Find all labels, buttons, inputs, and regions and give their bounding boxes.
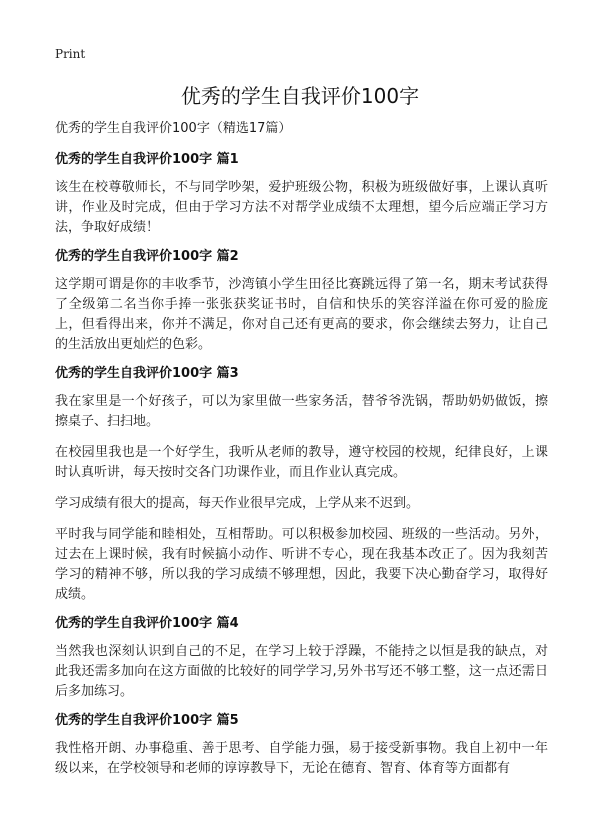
section-heading: 优秀的学生自我评价100字 篇2 (55, 249, 239, 264)
section-4 (55, 616, 548, 702)
section-heading: 优秀的学生自我评价100字 篇5 (55, 713, 239, 728)
section-5 (55, 713, 548, 779)
page-title: 优秀的学生自我评价100字 (180, 84, 420, 108)
section-3 (55, 366, 548, 605)
paragraph: 我在家里是一个好孩子，可以为家里做一些家务活，替爷爷洗锅，帮助奶奶做饭，擦擦桌子、扫扫地。 (55, 394, 548, 429)
paragraph: 我性格开朗、办事稳重、善于思考、自学能力强，易于接受新事物。我自上初中一年级以来，在学校领导和老师的谆谆教导下，无论在德育、智育、体育等方面都有 (55, 741, 548, 776)
paragraph: 当然我也深刻认识到自己的不足，在学习上较于浮躁，不能持之以恒是我的缺点，对此我还需多加向在这方面做的比较好的同学学习,另外书写还不够工整，这一点还需日后多加练习。 (55, 644, 548, 699)
paragraph: 平时我与同学能和睦相处，互相帮助。可以积极参加校园、班级的一些活动。另外，过去在上课时候，我有时候搞小动作、听讲不专心，现在我基本改正了。因为我刻苦学习的精神不够，所以我的学习成绩不够理想，因此，我要下决心勤奋学习，取得好成绩。 (55, 527, 548, 602)
section-2 (55, 249, 548, 355)
paragraph: 该生在校尊敬师长，不与同学吵架，爱护班级公物，积极为班级做好事，上课认真听讲，作业及时完成，但由于学习方法不对帮学业成绩不太理想，望今后应端正学习方法，争取好成绩！ (55, 180, 548, 235)
paragraph: 在校园里我也是一个好学生，我听从老师的教导，遵守校园的校规，纪律良好，上课时认真听讲，每天按时交各门功课作业，而且作业认真完成。 (55, 445, 548, 480)
section-heading: 优秀的学生自我评价100字 篇4 (55, 616, 239, 631)
article-body (55, 121, 548, 790)
print-link[interactable]: Print (55, 47, 86, 61)
section-heading: 优秀的学生自我评价100字 篇1 (55, 152, 239, 167)
paragraph: 学习成绩有很大的提高，每天作业很早完成，上学从来不迟到。 (55, 496, 420, 511)
article-subtitle: 优秀的学生自我评价100字（精选17篇） (55, 121, 292, 136)
paragraph: 这学期可谓是你的丰收季节，沙湾镇小学生田径比赛跳远得了第一名，期末考试获得了全级第二名当你手捧一张张获奖证书时，自信和快乐的笑容洋溢在你可爱的脸庞上，但看得出来，你并不满足，你对自己还有更高的要求，你会继续去努力，让自己的生活放出更灿烂的色彩。 (55, 277, 548, 352)
section-heading: 优秀的学生自我评价100字 篇3 (55, 366, 239, 381)
section-1 (55, 152, 548, 238)
